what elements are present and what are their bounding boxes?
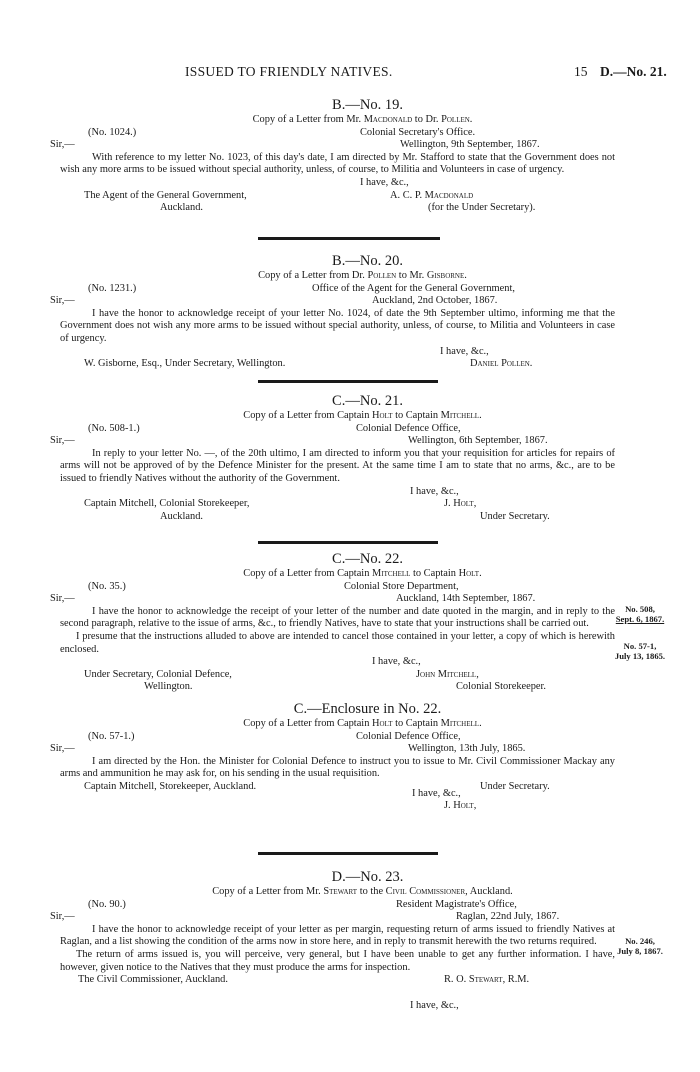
letter-b19 (50, 96, 615, 215)
letter-body: I am directed by the Hon. the Minister for Colonial Defence to instruct you to issue to Mr. Civil Commissioner Mackay any arms and ammunition he may ask for, on his sending in the usual requisition. (60, 755, 615, 780)
letter-body: I have the honor to acknowledge receipt of your letter No. 1024, of date the 9th September ultimo, informing me that the Government does not wish any more arms to be issued without special authority, unless, of course, to Militia and Volunteers in case of urgency. (60, 307, 615, 344)
addressee: The Agent of the General Government, (84, 189, 247, 201)
letter-body-paragraph-1: I have the honor to acknowledge the receipt of your letter of the number and date quoted in the margin, and in reply to the second paragraph, relative to the issue of arms, &c., to friendly Natives, have to state that your instructions shall be carried out. (60, 605, 615, 630)
addressee: The Civil Commissioner, Auckland. (78, 974, 228, 986)
signature: John Mitchell, (416, 668, 479, 680)
closing: I have, &c., (412, 788, 461, 799)
place-date: Auckland, 2nd October, 1867. (372, 295, 498, 307)
letter-heading: C.—No. 21. (332, 393, 403, 409)
addressee: Captain Mitchell, Colonial Storekeeper, (84, 498, 250, 510)
signature: J. Holt, (444, 800, 477, 811)
letter-heading: B.—No. 19. (332, 97, 403, 113)
letter-office: Office of the Agent for the General Government, (312, 282, 515, 294)
letter-office: Colonial Secretary's Office. (360, 126, 476, 138)
letter-caption: Copy of a Letter from Captain Holt to Captain Mitchell. (243, 718, 482, 729)
letter-office: Resident Magistrate's Office, (396, 898, 517, 910)
addressee: Under Secretary, Colonial Defence, (84, 668, 232, 680)
addressee-place: Auckland. (160, 510, 203, 522)
letter-caption: Copy of a Letter from Captain Holt to Captain Mitchell. (243, 410, 482, 421)
page-number: 15 (574, 64, 588, 79)
section-divider (258, 237, 440, 240)
margin-note: No. 246, July 8, 1867. (617, 936, 663, 956)
addressee-place: Auckland. (160, 202, 203, 214)
salutation: Sir,— (50, 435, 75, 447)
running-head (0, 64, 700, 80)
letter-office: Colonial Defence Office, (356, 730, 461, 742)
letter-body: In reply to your letter No. —, of the 20th ultimo, I am directed to inform you that your requisition for articles for repairs of arms will not be approved of by the Defence Minister for the present. At the same time I am to state that no arms, &c., are to be issued to friendly Natives without the authority of the Government. (60, 447, 615, 484)
salutation: Sir,— (50, 911, 75, 923)
signature-title: Under Secretary. (480, 510, 550, 522)
paper-reference: D.—No. 21. (600, 64, 667, 79)
place-date: Wellington, 9th September, 1867. (400, 139, 540, 151)
addressee: W. Gisborne, Esq., Under Secretary, Wellington. (84, 358, 286, 370)
letter-body: With reference to my letter No. 1023, of this day's date, I am directed by Mr. Stafford to state that the Government does not wish any more arms to be issued without special authority, unless, of course, to Militia and Volunteers in case of urgency. (60, 151, 615, 176)
salutation: Sir,— (50, 139, 75, 151)
place-date: Wellington, 13th July, 1865. (408, 743, 526, 755)
section-divider (258, 541, 438, 544)
letter-heading: C.—Enclosure in No. 22. (293, 701, 442, 717)
signature: R. O. Stewart, R.M. (444, 974, 530, 986)
signature-title: Under Secretary. (480, 780, 550, 792)
closing: I have, &c., (410, 1000, 459, 1011)
signature-title: Colonial Storekeeper. (456, 681, 547, 693)
salutation: Sir,— (50, 743, 75, 755)
letter-caption: Copy of a Letter from Mr. Stewart to the Civil Commissioner, Auckland. (212, 886, 513, 897)
letter-ref-number: (No. 1231.) (88, 282, 137, 294)
closing: I have, &c., (372, 656, 421, 668)
letter-ref-number: (No. 508-1.) (88, 422, 140, 434)
letter-office: Colonial Defence Office, (356, 422, 461, 434)
letter-body-paragraph-2: The return of arms issued is, you will perceive, very general, but I have been unable to get any further information. I have, however, given notice to the Natives that they must produce the arms for inspection. (60, 948, 615, 973)
letter-ref-number: (No. 1024.) (88, 126, 137, 138)
letter-c-enclosure (50, 700, 615, 794)
letter-ref-number: (No. 35.) (88, 580, 126, 592)
signature: A. C. P. Macdonald (390, 189, 474, 201)
signature: J. Holt, (444, 498, 477, 510)
place-date: Raglan, 22nd July, 1867. (456, 911, 560, 923)
letter-d23 (50, 868, 615, 987)
letter-body-paragraph-1: I have the honor to acknowledge receipt of your letter as per margin, requesting return of arms issued to friendly Natives at Raglan, and a list showing the condition of the arms now in store here, and in reply to transmit herewith the two returns required. (60, 923, 615, 948)
closing: I have, &c., (360, 176, 409, 188)
margin-note: No. 57-1, July 13, 1865. (614, 641, 666, 661)
salutation: Sir,— (50, 295, 75, 307)
letter-heading: D.—No. 23. (331, 869, 404, 885)
closing: I have, &c., (410, 485, 459, 497)
place-date: Auckland, 14th September, 1867. (396, 593, 536, 605)
salutation: Sir,— (50, 593, 75, 605)
place-date: Wellington, 6th September, 1867. (408, 435, 548, 447)
section-divider (258, 852, 438, 855)
addressee: Captain Mitchell, Storekeeper, Auckland. (84, 780, 257, 792)
addressee-place: Wellington. (144, 681, 193, 693)
letter-ref-number: (No. 57-1.) (88, 730, 135, 742)
letter-heading: B.—No. 20. (332, 253, 403, 269)
letter-heading: C.—No. 22. (332, 551, 403, 567)
margin-note: No. 508, Sept. 6, 1867. (615, 604, 665, 624)
letter-caption: Copy of a Letter from Captain Mitchell to Captain Holt. (243, 568, 482, 579)
closing: I have, &c., (440, 345, 489, 357)
section-divider (258, 380, 438, 383)
signature: Daniel Pollen. (470, 358, 533, 370)
letter-caption: Copy of a Letter from Dr. Pollen to Mr. Gisborne. (258, 270, 467, 281)
letter-c22 (50, 550, 615, 694)
letter-c21 (50, 392, 615, 523)
letter-ref-number: (No. 90.) (88, 898, 126, 910)
letter-caption: Copy of a Letter from Mr. Macdonald to Dr. Pollen. (252, 114, 473, 125)
letter-office: Colonial Store Department, (344, 580, 459, 592)
letter-b20 (50, 252, 615, 371)
signature-title: (for the Under Secretary). (428, 202, 536, 214)
letter-body-paragraph-2: I presume that the instructions alluded to above are intended to cancel those contained in your letter, a copy of which is herewith enclosed. (60, 630, 615, 655)
running-head-title: ISSUED TO FRIENDLY NATIVES. (185, 64, 393, 79)
